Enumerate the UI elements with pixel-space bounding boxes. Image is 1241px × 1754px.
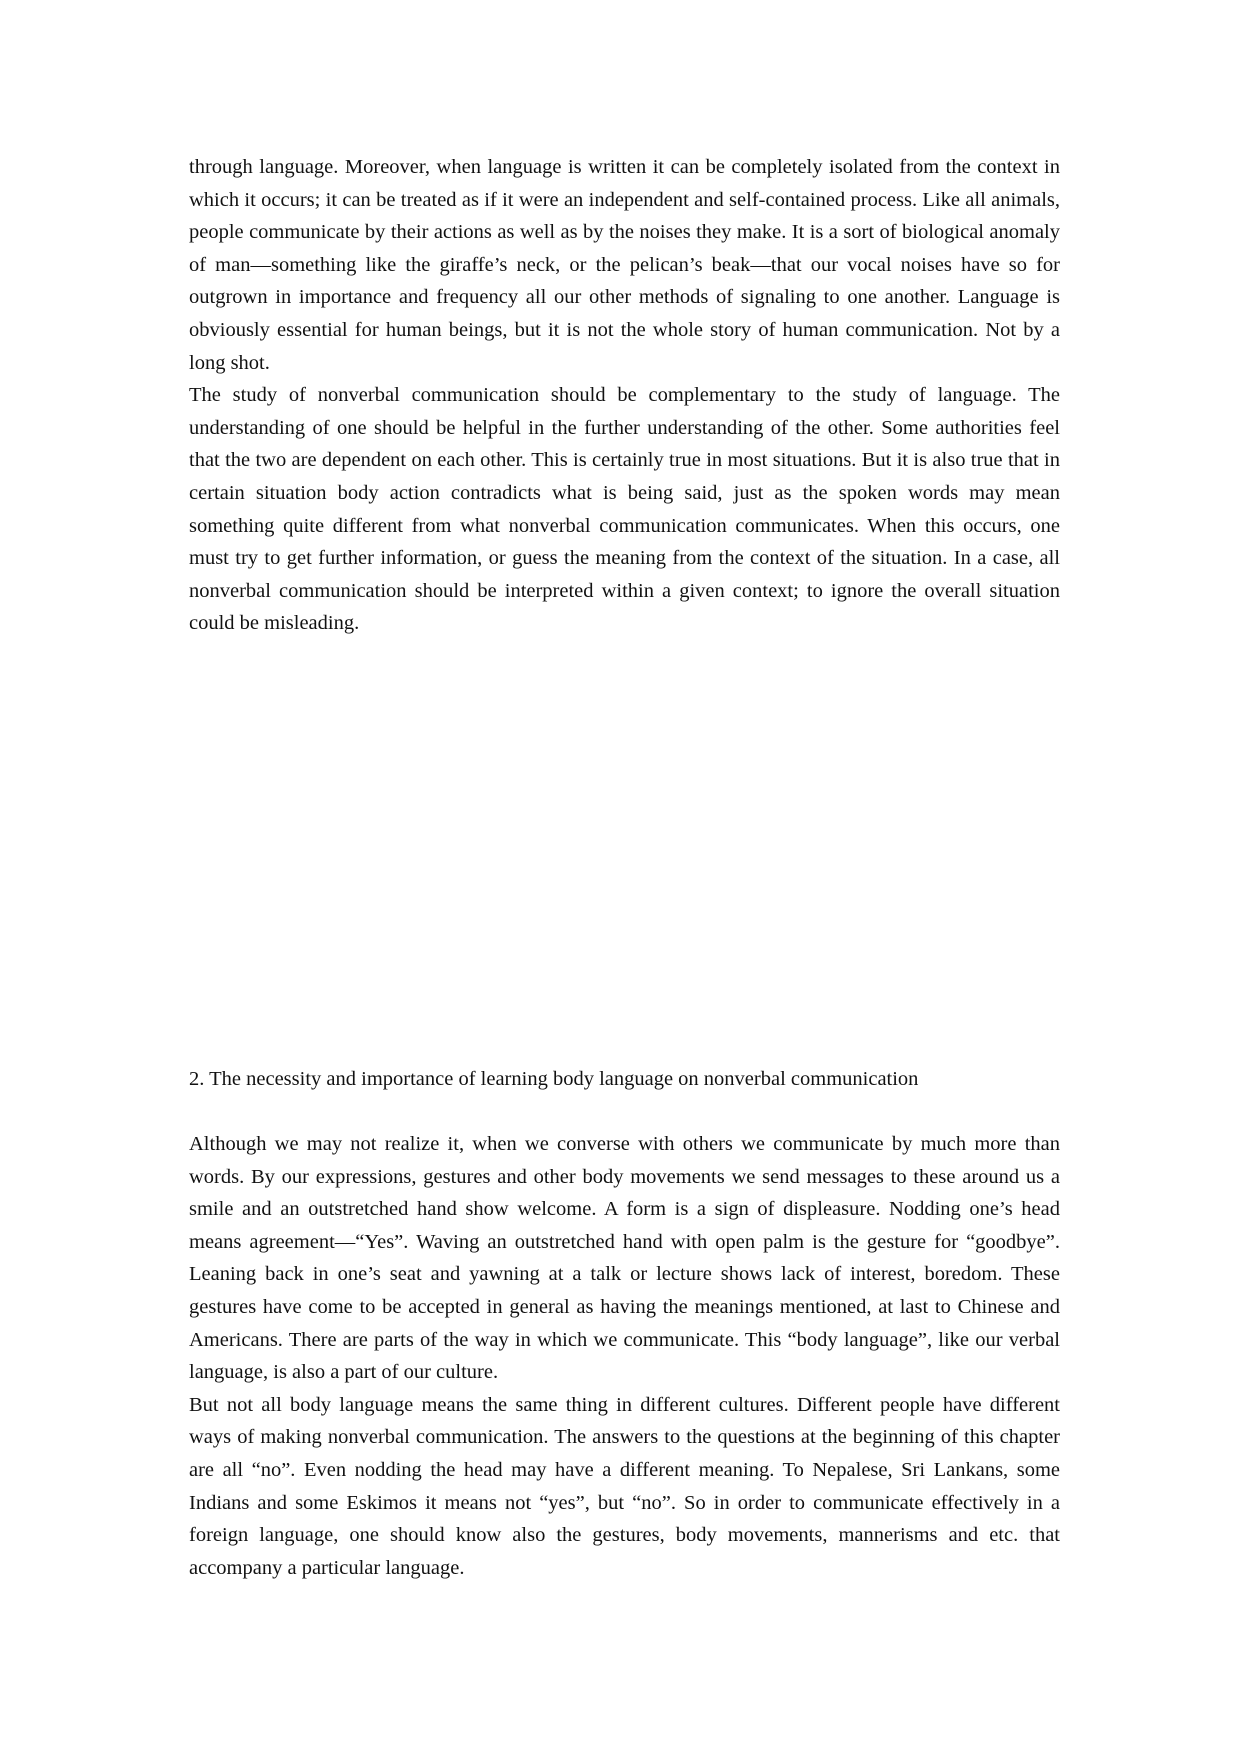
- section-heading: 2. The necessity and importance of learning body language on nonverbal communication: [189, 1068, 919, 1090]
- paragraph-body-language-culture: Although we may not realize it, when we converse with others we communicate by much more than words. By our expressions, gestures and other body movements we send messages to these around us a smile and an outstretched hand show welcome. A form is a sign of displeasure. Nodding one’s head means agreement—“Yes”. Waving an outstretched hand with open palm is the gesture for “goodbye”. Leaning back in one’s seat and yawning at a talk or lecture shows lack of interest, boredom. These gestures have come to be accepted in general as having the meanings mentioned, at last to Chinese and Americans. There are parts of the way in which we communicate. This “body language”, like our verbal language, is also a part of our culture.: [189, 1133, 1060, 1384]
- body-text-top: [189, 151, 1060, 640]
- paragraph-cultural-differences: But not all body language means the same thing in different cultures. Different people have different ways of making nonverbal communication. The answers to the questions at the beginning of this chapter are all “no”. Even nodding the head may have a different meaning. To Nepalese, Sri Lankans, some Indians and some Eskimos it means not “yes”, but “no”. So in order to communicate effectively in a foreign language, one should know also the gestures, body movements, mannerisms and etc. that accompany a particular language.: [189, 1393, 1060, 1579]
- paragraph-language-animals: through language. Moreover, when language is written it can be completely isolated from the context in which it occurs; it can be treated as if it were an independent and self-contained process. Like all animals, people communicate by their actions as well as by the noises they make. It is a sort of biological anomaly of man—something like the giraffe’s neck, or the pelican’s beak—that our vocal noises have so for outgrown in importance and frequency all our other methods of signaling to one another. Language is obviously essential for human beings, but it is not the whole story of human communication. Not by a long shot.: [189, 156, 1060, 374]
- paragraph-nonverbal-study: The study of nonverbal communication should be complementary to the study of language. The understanding of one should be helpful in the further understanding of the other. Some authorities feel that the two are dependent on each other. This is certainly true in most situations. But it is also true that in certain situation body action contradicts what is being said, just as the spoken words may mean something quite different from what nonverbal communication communicates. When this occurs, one must try to get further information, or guess the meaning from the context of the situation. In a case, all nonverbal communication should be interpreted within a given context; to ignore the overall situation could be misleading.: [189, 384, 1060, 635]
- body-text-bottom: [189, 1128, 1060, 1584]
